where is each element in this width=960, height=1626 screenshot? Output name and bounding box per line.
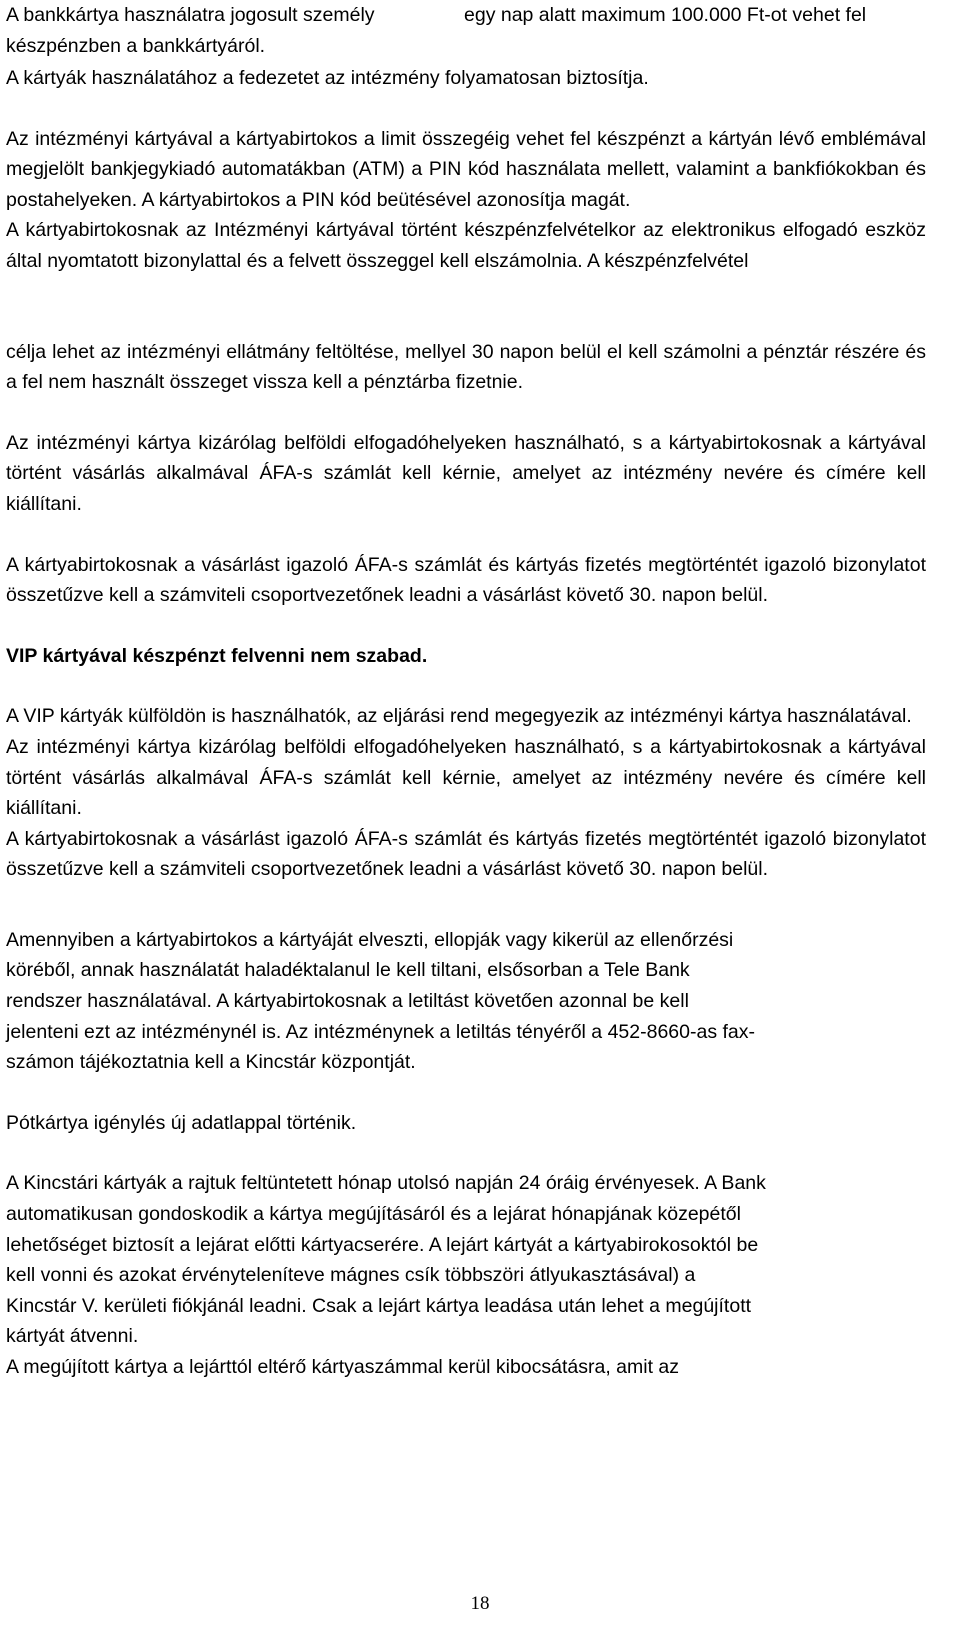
spacer	[6, 277, 926, 337]
paragraph-belfoldi-1: Az intézményi kártya kizárólag belföldi elfogadóhelyeken használható, s a kártyabirtokosnak a kártyával történt vásárlás alkalmával ÁFA-s számlát kell kérnie, amelyet az intézmény nevére és címére kell kiállítani.	[6, 431, 926, 515]
intro-left-text: A bankkártya használatra jogosult személy készpénzben a bankkártyáról.	[6, 4, 375, 57]
paragraph-ervenyesseg: A Kincstári kártyák a rajtuk feltüntetett hónap utolsó napján 24 óráig érvényesek. A Bank automatikusan gondoskodik a kártya megújításáról és a lejárat hónapjának közepétől lehetőséget biztosít a lejárat előtti kártyacserére. A lejárt kártyát a kártyabirokosoktól be kell vonni és azokat érvényteleníteve mágnes csík többszöri átlyukasztásával) a Kincstár V. kerületi fiókjánál leadni. Csak a lejárt kártya leadása után lehet a megújított kártyát átvenni.	[6, 1172, 766, 1348]
spacer	[6, 520, 926, 550]
paragraph-szamla-2: A kártyabirtokosnak a vásárlást igazoló ÁFA-s számlát és kártyás fizetés megtörténtét igazoló bizonylatot összetűzve kell a számviteli csoportvezetőnek leadni a vásárlást követő 30. napon belül.	[6, 827, 926, 881]
spacer	[6, 1078, 926, 1108]
page-number: 18	[470, 1593, 490, 1614]
intro-block	[6, 0, 926, 61]
paragraph-vip-kulfold: A VIP kártyák külföldön is használhatók, az eljárási rend megegyezik az intézményi kártya használatával.	[6, 705, 912, 728]
spacer	[6, 94, 926, 124]
paragraph-fedezet: A kártyák használatához a fedezetet az intézmény folyamatosan biztosítja.	[6, 67, 649, 89]
spacer	[6, 885, 926, 925]
paragraph-elszamolas: A kártyabirtokosnak az Intézményi kártyával történt készpénzfelvételkor az elektronikus elfogadó eszköz által nyomtatott bizonylattal és a felvett összeggel kell elszámolnia. A készpénzfelvétel	[6, 219, 926, 272]
paragraph-belfoldi-2: Az intézményi kártya kizárólag belföldi elfogadóhelyeken használható, s a kártyabirtokosnak a kártyával történt vásárlás alkalmával ÁFA-s számlát kell kérnie, amelyet az intézmény nevére és címére kell kiállítani.	[6, 735, 926, 820]
paragraph-szamla-1: A kártyabirtokosnak a vásárlást igazoló ÁFA-s számlát és kártyás fizetés megtörténtét igazoló bizonylatot összetűzve kell a számviteli csoportvezetőnek leadni a vásárlást követő 30. napon belül.	[6, 553, 926, 607]
paragraph-vip-bold: VIP kártyával készpénzt felvenni nem szabad.	[6, 644, 428, 667]
paragraph-potkartya: Pótkártya igénylés új adatlappal történik.	[6, 1111, 357, 1134]
spacer	[6, 398, 926, 428]
paragraph-celja: célja lehet az intézményi ellátmány feltöltése, mellyel 30 napon belül el kell számolni a pénztár részére és a fel nem használt összeget vissza kell a pénztárba fizetnie.	[6, 340, 926, 394]
paragraph-elvesztes: Amennyiben a kártyabirtokos a kártyáját elveszti, ellopják vagy kikerül az ellenőrzési köréből, annak használatát haladéktalanul le kell tiltani, elsősorban a Tele Bank rendszer használatával. A kártyabirtokosnak a letiltást követően azonnal be kell jelenteni ezt az intézménynél is. Az intézménynek a letiltás tényéről a 452-8660-as fax-számon tájékoztatnia kell a Kincstár központját.	[6, 928, 755, 1074]
paragraph-intezmenyi-atm: Az intézményi kártyával a kártyabirtokos a limit összegéig vehet fel készpénzt a kártyán lévő emblémával megjelölt bankjegykiadó automatákban (ATM) a PIN kód használata mellett, valamint a bankfiókokban és postahelyeken. A kártyabirtokos a PIN kód beütésével azonosítja magát.	[6, 127, 926, 211]
intro-right-text: egy nap alatt maximum 100.000 Ft-ot vehet fel	[464, 4, 867, 26]
spacer	[6, 611, 926, 641]
spacer	[6, 671, 926, 701]
spacer	[6, 1138, 926, 1168]
paragraph-megujitott: A megújított kártya a lejárttól eltérő kártyaszámmal kerül kibocsátásra, amit az	[6, 1356, 680, 1378]
